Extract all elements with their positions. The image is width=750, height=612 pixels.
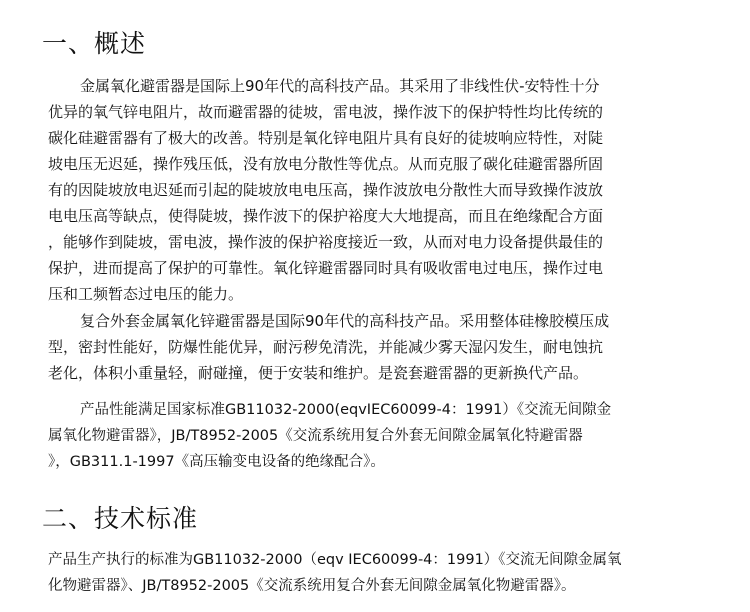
paragraph-line: 有的因陡坡放电迟延而引起的陡坡放电电压高，操作波放电分散性大而导致操作波放 [48, 181, 604, 199]
paragraph-line: 属氧化物避雷器》，JB/T8952-2005《交流系统用复合外套无间隙金属氧化特避雷器 [48, 428, 583, 444]
paragraph-line: 化物避雷器》、JB/T8952-2005《交流系统用复合外套无间隙金属氧化物避雷器》。 [48, 578, 576, 594]
paragraph-line: 金属氧化避雷器是国际上90年代的高科技产品。其采用了非线性伏-安特性十分 [80, 77, 600, 95]
paragraph-line: 老化，体积小重量轻，耐碰撞，便于安装和维护。是瓷套避雷器的更新换代产品。 [48, 364, 589, 382]
paragraph-line: 保护，进而提高了保护的可靠性。氧化锌避雷器同时具有吸收雷电过电压，操作过电 [48, 259, 604, 277]
paragraph-line: 产品生产执行的标准为GB11032-2000（eqv IEC60099-4：1991）《交流无间隙金属氧 [48, 552, 622, 568]
paragraph-line: 产品性能满足国家标准GB11032-2000(eqvIEC60099-4：1991）《交流无间隙金 [80, 402, 612, 418]
paragraph-line: 碳化硅避雷器有了极大的改善。特别是氧化锌电阻片具有良好的徒坡响应特性，对陡 [48, 129, 604, 147]
paragraph-line: 复合外套金属氧化锌避雷器是国际90年代的高科技产品。采用整体硅橡胶模压成 [80, 312, 610, 330]
paragraph-line: 坡电压无迟延，操作残压低，没有放电分散性等优点。从而克服了碳化硅避雷器所固 [48, 155, 604, 173]
paragraph-line: 电电压高等缺点，使得陡坡，操作波下的保护裕度大大地提高，而且在绝缘配合方面 [48, 207, 604, 225]
section-heading-overview: 一、概述 [42, 29, 147, 58]
section-heading-technical-standards: 二、技术标准 [42, 504, 199, 533]
paragraph-line: ，能够作到陡坡，雷电波，操作波的保护裕度接近一致，从而对电力设备提供最佳的 [48, 233, 604, 251]
paragraph-line: 优异的氧气锌电阻片，故而避雷器的徒坡，雷电波，操作波下的保护特性均比传统的 [48, 103, 604, 121]
paragraph-line: 压和工频暂态过电压的能力。 [48, 285, 244, 303]
paragraph-line: 型，密封性能好，防爆性能优异，耐污秽免清洗，并能减少雾天湿闪发生，耐电蚀抗 [48, 338, 604, 356]
paragraph-line: 》，GB311.1-1997《高压输变电设备的绝缘配合》。 [48, 454, 385, 470]
